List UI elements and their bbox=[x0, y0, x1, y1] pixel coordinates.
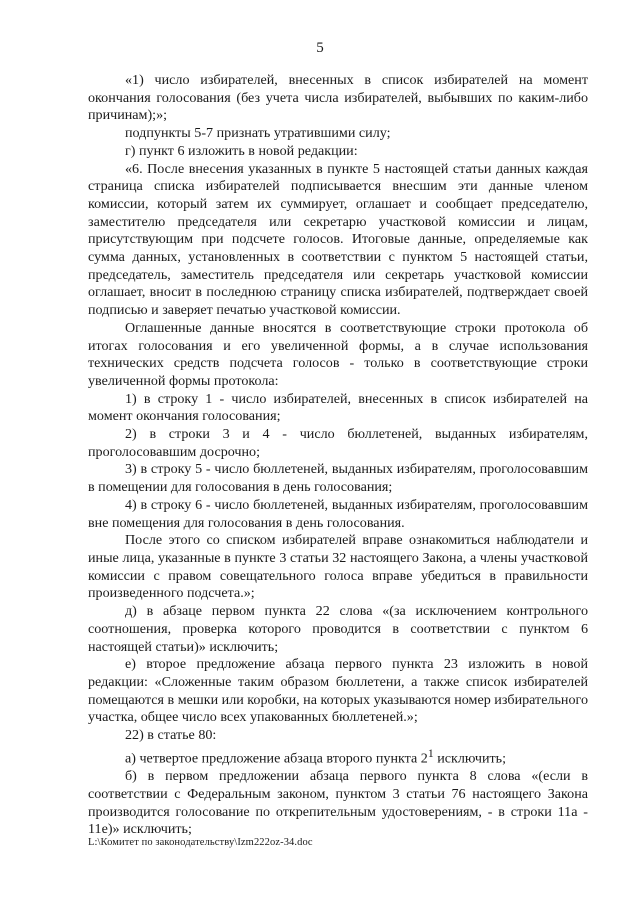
page-number: 5 bbox=[316, 40, 324, 56]
paragraph: После этого со списком избирателей вправе ознакомиться наблюдатели и иные лица, указанные в пункте 3 статьи 32 настоящего Закона, а члены участковой комиссии с правом совещательного голоса вправе убедиться в правильности произведенного подсчета.»; bbox=[88, 532, 588, 602]
paragraph: подпункты 5-7 признать утратившими силу; bbox=[125, 125, 391, 142]
file-path-footer: L:\Комитет по законодательству\Izm222oz-34.doc bbox=[88, 837, 313, 848]
paragraph: 1) в строку 1 - число избирателей, внесенных в список избирателей на момент окончания голосования; bbox=[88, 390, 588, 425]
paragraph: 22) в статье 80: bbox=[125, 727, 217, 744]
paragraph: Оглашенные данные вносятся в соответствующие строки протокола об итогах голосования и его увеличенной формы, а в случае использования технических средств подсчета голосов - только в соответствующие строки увеличенной формы протокола: bbox=[88, 319, 588, 389]
paragraph: е) второе предложение абзаца первого пункта 23 изложить в новой редакции: «Сложенные таким образом бюллетени, а также список избирателей помещаются в мешки или коробки, на которых указываются номер избирательного участка, общее число всех упакованных бюллетеней.»; bbox=[88, 656, 588, 726]
paragraph: «1) число избирателей, внесенных в список избирателей на момент окончания голосования (без учета числа избирателей, выбывших по каким-либо причинам);»; bbox=[88, 72, 588, 124]
document-body bbox=[88, 72, 588, 839]
paragraph-text: а) четвертое предложение абзаца второго пункта 2 bbox=[125, 750, 428, 767]
paragraph: б) в первом предложении абзаца первого пункта 8 слова «(если в соответствии с Федеральным законом, пунктом 3 статьи 76 настоящего Закона производится голосование по открепительным удостоверениям, - в строки 11а - 11е)» исключить; bbox=[88, 768, 588, 838]
paragraph: 2) в строки 3 и 4 - число бюллетеней, выданных избирателям, проголосовавшим досрочно; bbox=[88, 426, 588, 460]
paragraph bbox=[88, 745, 588, 768]
paragraph: д) в абзаце первом пункта 22 слова «(за исключением контрольного соотношения, проверка которого проводится в соответствии с пунктом 6 настоящей статьи)» исключить; bbox=[88, 603, 588, 655]
paragraph: г) пункт 6 изложить в новой редакции: bbox=[125, 142, 358, 159]
superscript: 1 bbox=[427, 746, 434, 760]
paragraph: 4) в строку 6 - число бюллетеней, выданных избирателям, проголосовавшим вне помещения для голосования в день голосования. bbox=[88, 496, 588, 531]
paragraph: 3) в строку 5 - число бюллетеней, выданных избирателям, проголосовавшим в помещении для голосования в день голосования; bbox=[88, 461, 588, 496]
paragraph-text: исключить; bbox=[433, 750, 507, 767]
paragraph: «6. После внесения указанных в пункте 5 настоящей статьи данных каждая страница списка избирателей подписывается внесшим эти данные членом комиссии, который затем их суммирует, оглашает и сообщает председателю, заместителю председателя или секретарю участковой комиссии и лицам, присутствующим при подсчете голосов. Итоговые данные, определяемые как сумма данных, установленных в соответствии с пунктом 5 настоящей статьи, председатель, заместитель председателя или секретарь участковой комиссии оглашает, вносит в последнюю страницу списка избирателей, подтверждает своей подписью и заверяет печатью участковой комиссии. bbox=[88, 160, 588, 319]
